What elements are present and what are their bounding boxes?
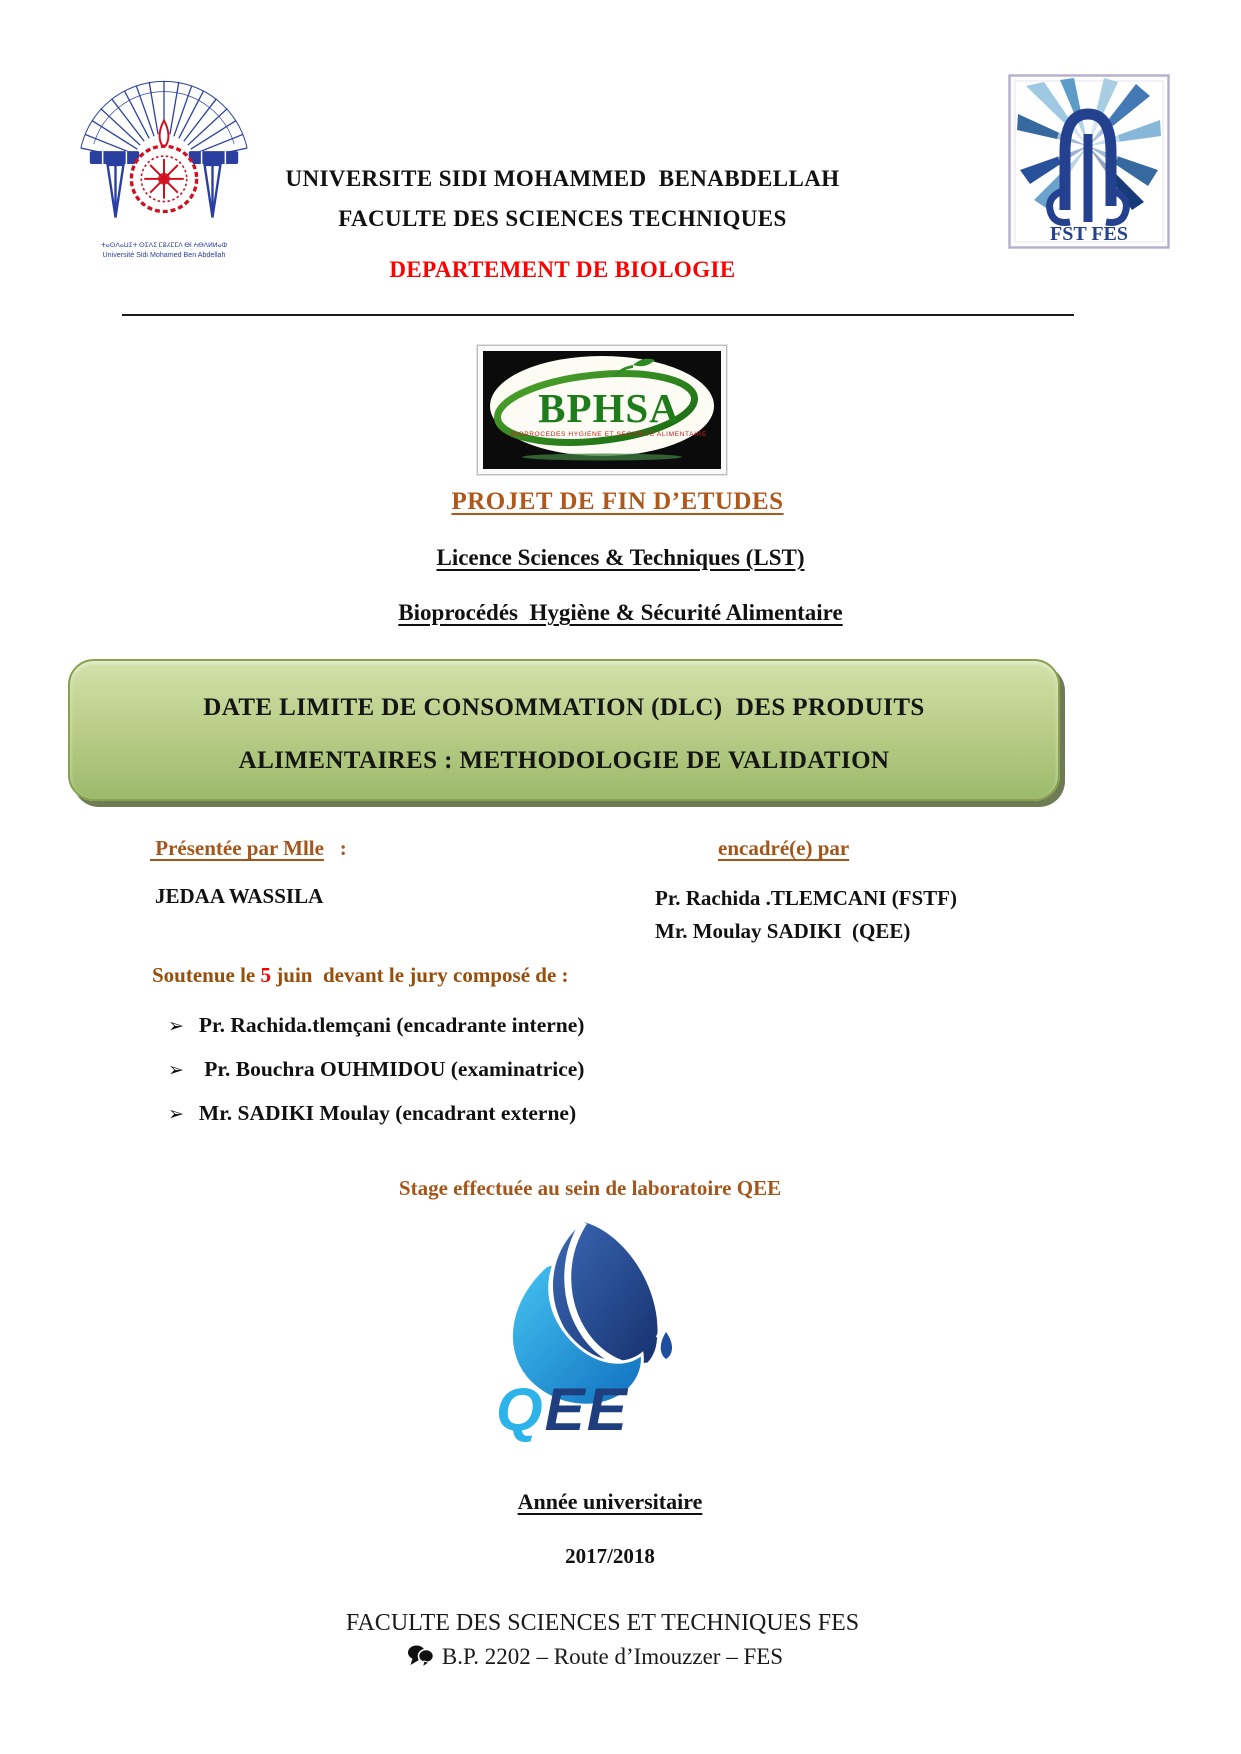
supervised-by-label: encadré(e) par: [718, 836, 850, 860]
arrow-bullet-icon: ➢: [168, 1103, 184, 1125]
qee-label: QEE: [496, 1376, 629, 1442]
bphsa-label: BPHSA: [538, 385, 680, 431]
usmba-university-logo: [70, 66, 258, 262]
qee-droplet-icon: [661, 1332, 672, 1359]
internship-line: Stage effectuée au sein de laboratoire QEE: [398, 1176, 782, 1200]
defense-date: 5: [260, 963, 272, 987]
project-title: PROJET DE FIN D’ETUDES: [451, 488, 784, 515]
supervisor-1: Pr. Rachida .TLEMCANI (FSTF): [655, 886, 957, 910]
academic-year-label: Année universitaire: [517, 1489, 703, 1514]
header-divider: [122, 314, 1074, 316]
specialty-line: Bioprocédés Hygiène & Sécurité Alimentaire: [398, 600, 843, 625]
degree-line: Licence Sciences & Techniques (LST): [436, 545, 805, 570]
thesis-title-box: [68, 659, 1060, 801]
supervisors-block: [655, 882, 957, 948]
jury-item: [168, 1057, 584, 1080]
student-name: JEDAA WASSILA: [155, 884, 324, 908]
usmba-caption: Université Sidi Mohamed Ben Abdellah: [102, 251, 226, 260]
faculty-name: FACULTE DES SCIENCES TECHNIQUES: [338, 206, 787, 231]
supervisor-2: Mr. Moulay SADIKI (QEE): [655, 919, 911, 943]
usmba-script-caption: ⵜⴰⵙⴷⴰⵡⵉⵜ ⵙⵉⴷⵉ ⵎⵓⵃⵎⵎⴷ ⴱⵏ ⵄⴱⴷⵍⵍⴰⵀ: [100, 242, 228, 250]
qee-lab-logo: [466, 1216, 684, 1442]
defense-prefix: Soutenue le: [152, 963, 261, 987]
presented-by-colon: :: [323, 836, 347, 860]
university-name: UNIVERSITE SIDI MOHAMMED BENABDELLAH: [285, 166, 840, 191]
jury-member-2: Pr. Bouchra OUHMIDOU (examinatrice): [198, 1057, 585, 1081]
footer-address-line: [0, 1644, 1190, 1670]
bphsa-caption: BIOPROCEDES HYGIENE ET SECURITE ALIMENTAIRE: [511, 431, 707, 438]
presented-by-text: Présentée par Mlle: [150, 836, 324, 860]
jury-member-1: Pr. Rachida.tlemçani (encadrante interne): [198, 1013, 585, 1037]
speech-bubbles-icon: [407, 1645, 434, 1668]
arrow-bullet-icon: ➢: [168, 1059, 184, 1081]
defense-suffix: juin devant le jury composé de :: [271, 963, 569, 987]
jury-list: [168, 1013, 584, 1145]
defense-line: [152, 963, 569, 988]
jury-member-3: Mr. SADIKI Moulay (encadrant externe): [198, 1101, 577, 1125]
jury-item: [168, 1101, 584, 1124]
academic-year-value: 2017/2018: [565, 1544, 655, 1568]
fst-fes-label: FST FES: [1050, 223, 1128, 245]
footer-address-text: B.P. 2202 – Route d’Imouzzer – FES: [441, 1644, 784, 1669]
jury-item: [168, 1013, 584, 1036]
presented-by-label: [150, 836, 347, 861]
thesis-title-line1: DATE LIMITE DE CONSOMMATION (DLC) DES PRODUITS: [203, 694, 925, 721]
footer-faculty-line: FACULTE DES SCIENCES ET TECHNIQUES FES: [345, 1610, 860, 1636]
bphsa-program-logo: [477, 345, 727, 475]
department-name: DEPARTEMENT DE BIOLOGIE: [389, 257, 736, 282]
thesis-title-line2: ALIMENTAIRES : METHODOLOGIE DE VALIDATION: [238, 747, 890, 774]
arrow-bullet-icon: ➢: [168, 1015, 184, 1037]
